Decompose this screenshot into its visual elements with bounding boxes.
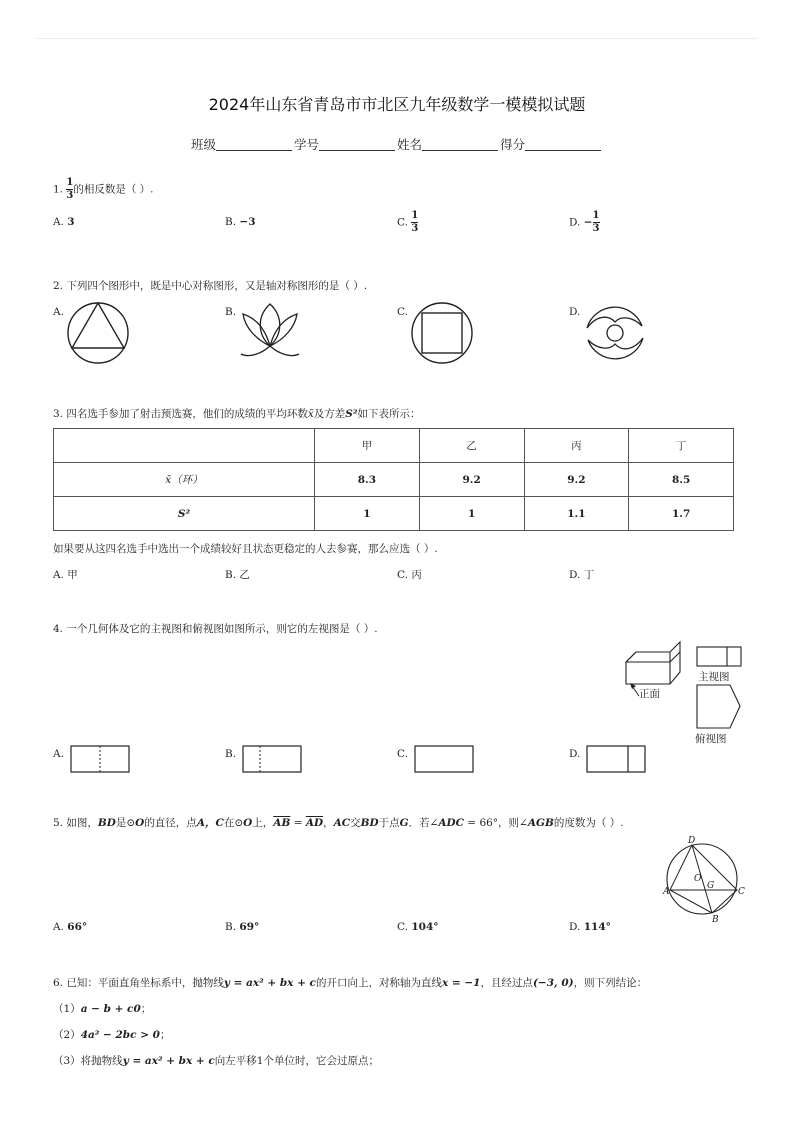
label-d: D <box>688 836 696 846</box>
label-g: G <box>707 881 715 891</box>
question-6: 6. 已知：平面直角坐标系中，抛物线y = ax² + bx + c的开口向上，对称轴为直线x = −1，且经过点(−3, 0)，则下列结论： <box>53 977 648 989</box>
q6-item-2: （2）4a² − 2bc > 0； <box>53 1029 171 1041</box>
table-header-cell <box>54 429 315 463</box>
table-header-row <box>54 429 734 463</box>
q5-option-c[interactable]: C. 104° <box>397 921 439 933</box>
table-cell: 1.7 <box>629 497 734 531</box>
table-cell: 1.1 <box>524 497 629 531</box>
q1-option-c[interactable]: C. $\frac{1}{3}$ <box>397 210 419 234</box>
q1-option-d[interactable]: D. − $\frac{1}{3}$ <box>569 210 600 234</box>
question-3: 3. 四名选手参加了射击预选赛，他们的成绩的平均环数x̄及方差S²如下表所示： <box>53 408 421 420</box>
table-header-cell: 甲 <box>315 429 420 463</box>
q4-option-c-figure[interactable] <box>414 745 476 773</box>
front-label: 正面 <box>639 688 660 700</box>
question-1 <box>53 178 154 201</box>
q2-option-d-letter: D. <box>569 306 581 318</box>
q3-option-c[interactable]: C. 丙 <box>397 569 422 581</box>
table-header-cell: 丁 <box>629 429 734 463</box>
q3-option-a[interactable]: A. 甲 <box>53 569 78 581</box>
q3-option-b[interactable]: B. 乙 <box>225 569 250 581</box>
fraction: $\frac{1}{3}$ <box>66 177 74 201</box>
score-label: 得分 <box>500 137 526 152</box>
table-cell: 8.3 <box>315 463 420 497</box>
q3-option-d[interactable]: D. 丁 <box>569 569 595 581</box>
table-cell: 1 <box>315 497 420 531</box>
q6-item-1: （1）a − b + c0； <box>53 1003 152 1015</box>
q2-option-b-letter: B. <box>225 306 237 318</box>
header-divider <box>36 38 758 39</box>
student-info-line <box>0 135 794 153</box>
question-number: 1. <box>53 183 64 196</box>
q4-option-a-letter: A. <box>53 748 64 760</box>
question-4: 4. 一个几何体及它的主视图和俯视图如图所示，则它的左视图是（ ）. <box>53 623 378 635</box>
q5-option-d[interactable]: D. 114° <box>569 921 611 933</box>
top-view-label: 俯视图 <box>695 733 727 745</box>
q2-figure-b-lotus[interactable] <box>237 298 303 366</box>
table-cell: 9.2 <box>419 463 524 497</box>
q4-option-d-letter: D. <box>569 748 581 760</box>
q2-figure-d-circle-arcs[interactable] <box>582 300 648 366</box>
table-header-cell: 乙 <box>419 429 524 463</box>
q5-option-b[interactable]: B. 69° <box>225 921 260 933</box>
id-label: 学号 <box>293 137 319 152</box>
question-5: 5. 如图，BD是⊙O的直径，点A，C在⊙O上，$\overline{AB} = \overline{AD}$，AC交BD于点G．若∠ADC = 66°，则∠AGB的度数为（ ）. <box>53 817 624 829</box>
label-a: A <box>663 887 670 897</box>
score-table <box>53 428 734 531</box>
question-2: 2. 下列四个图形中，既是中心对称图形，又是轴对称图形的是（ ）. <box>53 280 368 292</box>
q6-item-3: （3）将抛物线y = ax² + bx + c向左平移1个单位时，它会过原点； <box>53 1055 379 1067</box>
score-blank[interactable] <box>525 138 601 151</box>
q2-figure-a-circle-triangle[interactable] <box>65 300 131 366</box>
q4-main-view <box>696 646 744 668</box>
class-label: 班级 <box>190 137 216 152</box>
q4-option-c-letter: C. <box>397 748 408 760</box>
table-cell: 1 <box>419 497 524 531</box>
q4-option-b-figure[interactable] <box>242 745 304 773</box>
table-header-cell: 丙 <box>524 429 629 463</box>
label-b: B <box>712 915 719 925</box>
q3-followup: 如果要从这四名选手中选出一个成绩较好且状态更稳定的人去参赛，那么应选（ ）. <box>53 543 438 555</box>
q4-option-b-letter: B. <box>225 748 237 760</box>
q2-figure-c-circle-square[interactable] <box>409 300 475 366</box>
page-title: 2024年山东省青岛市市北区九年级数学一模模拟试题 <box>208 95 586 114</box>
question-text: 的相反数是（ ）. <box>73 183 154 196</box>
table-cell: 9.2 <box>524 463 629 497</box>
class-blank[interactable] <box>216 138 292 151</box>
q1-option-b[interactable]: B. −3 <box>225 216 256 228</box>
q2-option-c-letter: C. <box>397 306 408 318</box>
table-row <box>54 497 734 531</box>
q2-option-a-letter: A. <box>53 306 64 318</box>
name-label: 姓名 <box>397 137 423 152</box>
q1-option-a[interactable]: A. 3 <box>53 216 75 228</box>
table-row-label: x̄（环） <box>54 463 315 497</box>
q5-option-a[interactable]: A. 66° <box>53 921 88 933</box>
q4-option-a-figure[interactable] <box>70 745 132 773</box>
q5-circle-figure <box>662 836 745 925</box>
table-row <box>54 463 734 497</box>
id-blank[interactable] <box>319 138 395 151</box>
name-blank[interactable] <box>422 138 498 151</box>
table-row-label: S² <box>54 497 315 531</box>
main-view-label: 主视图 <box>698 671 730 683</box>
q4-top-view <box>696 684 744 730</box>
label-c: C <box>738 887 745 897</box>
label-o: O <box>694 874 702 884</box>
table-cell: 8.5 <box>629 463 734 497</box>
q4-option-d-figure[interactable] <box>586 745 648 773</box>
